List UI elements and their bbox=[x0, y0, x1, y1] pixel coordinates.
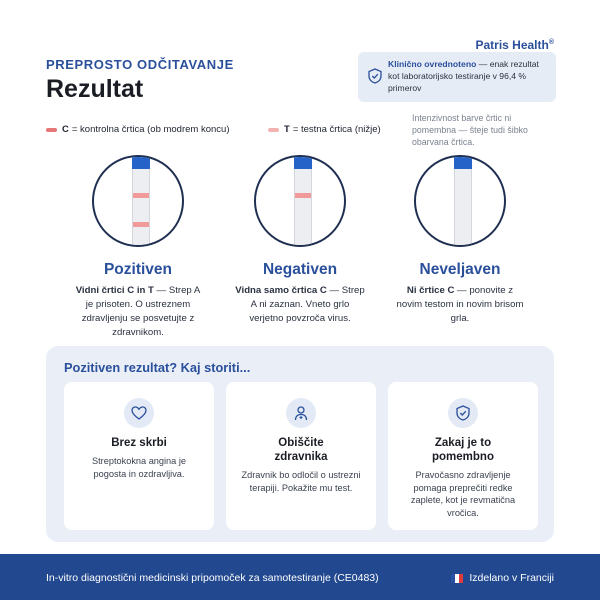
test-strip bbox=[294, 157, 312, 245]
legend-c-text: = kontrolna črtica (ob modrem koncu) bbox=[71, 124, 230, 135]
card-title: Brez skrbi bbox=[111, 437, 167, 449]
legend-t-text: = testna črtica (nižje) bbox=[292, 124, 381, 135]
strip-cap bbox=[294, 157, 312, 169]
result-invalid bbox=[385, 155, 535, 326]
shield-check-icon bbox=[456, 405, 470, 421]
result-description bbox=[63, 284, 213, 340]
brand-logo bbox=[475, 38, 554, 52]
france-flag-icon bbox=[451, 574, 463, 583]
result-desc-text: — Strep A je prisoten. O ustreznem zdravljenju se posvetujte z zdravnikom. bbox=[81, 285, 201, 338]
test-strip bbox=[454, 157, 472, 245]
doctor-icon bbox=[293, 405, 309, 421]
card-description: Streptokokna angina je pogosta in ozdravljiva. bbox=[92, 456, 186, 479]
legend-c-label: C bbox=[62, 124, 69, 135]
control-line-swatch bbox=[46, 128, 57, 132]
heart-icon bbox=[131, 406, 147, 420]
result-desc-bold: Vidni črtici C in T bbox=[75, 285, 154, 296]
result-desc-text: — Strep A ni zaznan. Vneto grlo verjetno povzroča virus. bbox=[249, 285, 365, 324]
card-description: Zdravnik bo odločil o ustrezni terapiji. Pokažite mu test. bbox=[241, 470, 361, 493]
advice-card-see-doctor bbox=[226, 382, 376, 530]
brand-mark: ® bbox=[548, 39, 554, 46]
result-desc-text: — ponovite z novim testom in novim brisom grla. bbox=[396, 285, 524, 324]
panel-title: Pozitiven rezultat? Kaj storiti... bbox=[64, 360, 251, 375]
legend-control-line bbox=[46, 124, 229, 135]
eyebrow-heading: PREPROSTO ODČITAVANJE bbox=[46, 57, 234, 72]
test-strip-illustration bbox=[92, 155, 184, 247]
icon-badge bbox=[448, 398, 478, 428]
page-title: Rezultat bbox=[46, 75, 144, 103]
advice-card-no-worries bbox=[64, 382, 214, 530]
icon-badge bbox=[124, 398, 154, 428]
test-line-swatch bbox=[268, 128, 279, 132]
result-desc-bold: Vidna samo črtica C bbox=[235, 285, 327, 296]
result-title: Negativen bbox=[262, 261, 338, 278]
result-description bbox=[225, 284, 375, 326]
test-strip-illustration bbox=[414, 155, 506, 247]
legend-t-label: T bbox=[284, 124, 290, 135]
card-description: Pravočasno zdravljenje pomaga preprečiti redke zaplete, kot je revmatična vročica. bbox=[410, 470, 516, 518]
footer-made-in bbox=[451, 572, 554, 584]
strip-cap bbox=[454, 157, 472, 169]
clinical-badge bbox=[358, 52, 556, 102]
intensity-note: Intenzivnost barve črtic ni pomembna — šteje tudi šibko obarvana črtica. bbox=[412, 113, 528, 147]
icon-badge bbox=[286, 398, 316, 428]
shield-check-icon bbox=[368, 68, 382, 84]
footer-made-in-text: Izdelano v Franciji bbox=[469, 572, 554, 584]
badge-text: — enak rezultat kot laboratorijsko testiranje v 96,4 % primerov bbox=[388, 59, 539, 93]
test-strip-illustration bbox=[254, 155, 346, 247]
advice-card-why-important bbox=[388, 382, 538, 530]
test-strip bbox=[132, 157, 150, 245]
badge-bold-text: Klinično ovrednoteno bbox=[388, 59, 477, 69]
test-line bbox=[133, 222, 149, 227]
result-title: Pozitiven bbox=[103, 261, 173, 278]
positive-result-panel bbox=[46, 346, 554, 542]
result-desc-bold: Ni črtice C bbox=[406, 285, 455, 296]
footer-device-note: In-vitro diagnostični medicinski pripomoček za samotestiranje (CE0483) bbox=[46, 572, 379, 584]
result-positive bbox=[63, 155, 213, 340]
control-line bbox=[295, 193, 311, 198]
footer-bar bbox=[0, 554, 600, 600]
card-title: Obiščite zdravnika bbox=[274, 437, 328, 463]
control-line bbox=[133, 193, 149, 198]
result-description bbox=[385, 284, 535, 326]
card-title: Zakaj je to pomembno bbox=[432, 437, 494, 463]
result-title: Neveljaven bbox=[419, 261, 501, 278]
strip-cap bbox=[132, 157, 150, 169]
brand-name: Patris Health bbox=[475, 38, 549, 52]
legend-test-line bbox=[268, 124, 381, 135]
result-negative bbox=[225, 155, 375, 326]
